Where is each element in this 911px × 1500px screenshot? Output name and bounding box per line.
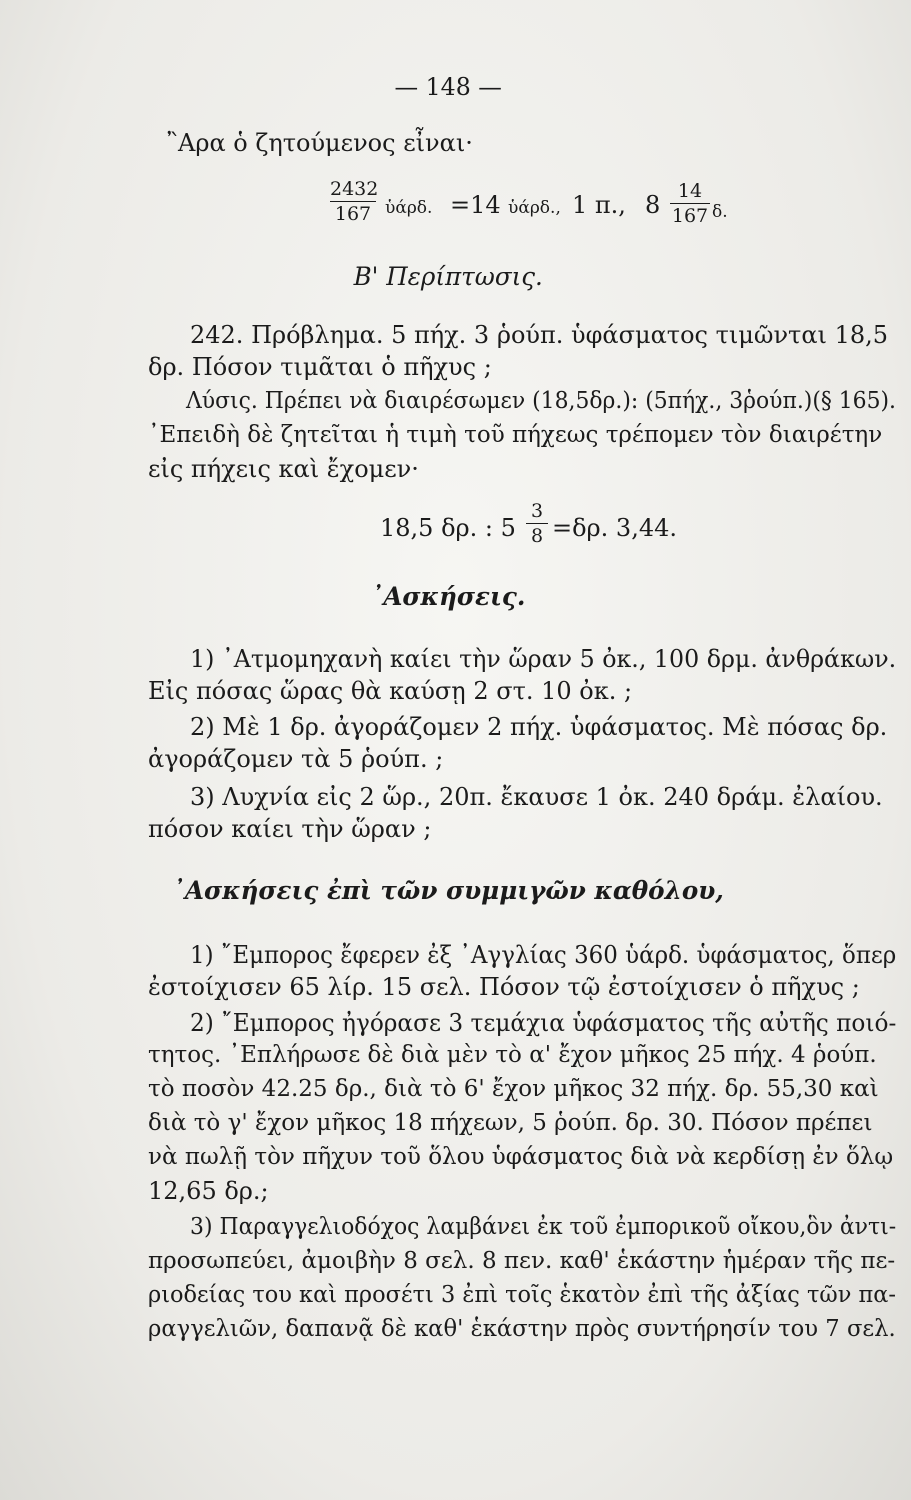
exercises-title: ᾿Ασκήσεις.	[371, 582, 526, 611]
palm-value: 1 π.,	[572, 191, 626, 219]
problem-line-5: εἰς πήχεις καὶ ἔχομεν·	[148, 455, 419, 483]
fraction-2432-167: 2432 167	[330, 178, 379, 225]
exercise-2-line-2: ἀγοράζομεν τὰ 5 ῥούπ. ;	[148, 745, 444, 773]
mixed-3-line-2: προσωπεύει, ἀμοιβὴν 8 σελ. 8 πεν. καθ' ἑκάστην ἡμέραν τῆς πε-	[148, 1248, 896, 1274]
mixed-2-line-3: τὸ ποσὸν 42.25 δρ., διὰ τὸ 6' ἔχον μῆκος 32 πήχ. δρ. 55,30 καὶ	[148, 1076, 879, 1102]
equals-14: =14	[450, 191, 501, 219]
problem-line-2: δρ. Πόσον τιμᾶται ὁ πῆχυς ;	[148, 353, 492, 381]
problem-line-1: 242. Πρόβλημα. 5 πήχ. 3 ῥούπ. ὑφάσματος τιμῶνται 18,5	[190, 321, 889, 349]
mixed-2-line-4: διὰ τὸ γ' ἔχον μῆκος 18 πήχεων, 5 ῥούπ. δρ. 30. Πόσον πρέπει	[148, 1110, 873, 1136]
mixed-exercises-title: ᾿Ασκήσεις ἐπὶ τῶν συμμιγῶν καθόλου,	[172, 876, 724, 905]
fraction-14-167: 14 167	[671, 180, 709, 227]
exercise-2-line-1: 2) Μὲ 1 δρ. ἀγοράζομεν 2 πήχ. ὑφάσματος. Μὲ πόσας δρ.	[190, 713, 888, 741]
solution-line: Λύσις. Πρέπει νὰ διαιρέσωμεν (18,5δρ.): (5πήχ., 3ῥούπ.)(§ 165).	[186, 388, 897, 414]
mixed-2-line-6: 12,65 δρ.;	[148, 1177, 269, 1205]
exercise-1-line-1: 1) ᾿Ατμομηχανὴ καίει τὴν ὥραν 5 ὀκ., 100 δρμ. ἀνθράκων.	[190, 645, 897, 673]
case-title: Β' Περίπτωσις.	[353, 262, 543, 291]
fraction-3-8: 3 8	[526, 500, 548, 547]
mixed-3-line-1: 3) Παραγγελιοδόχος λαμβάνει ἐκ τοῦ ἐμπορικοῦ οἴκου,ὃν ἀντι-	[190, 1214, 897, 1240]
exercise-1-line-2: Εἰς πόσας ὥρας θὰ καύσῃ 2 στ. 10 ὀκ. ;	[148, 677, 633, 705]
unit-yard-2: ὑάρδ.,	[508, 198, 561, 218]
mixed-2-line-1: 2) ῎Εμπορος ἠγόρασε 3 τεμάχια ὑφάσματος τῆς αὐτῆς ποιό-	[190, 1009, 897, 1037]
formula-2-left: 18,5 δρ. : 5	[380, 514, 516, 542]
mixed-3-line-4: ραγγελιῶν, δαπανᾷ δὲ καθ' ἑκάστην πρὸς συντήρησίν του 7 σελ.	[148, 1316, 896, 1342]
formula-2-right: =δρ. 3,44.	[552, 514, 677, 542]
problem-line-4: ᾿Επειδὴ δὲ ζητεῖται ἡ τιμὴ τοῦ πήχεως τρέπομεν τὸν διαιρέτην	[148, 422, 883, 448]
unit-yard: ὑάρδ.	[385, 198, 433, 218]
intro-line: ῍Αρα ὁ ζητούμενος εἶναι·	[166, 129, 473, 157]
page-number: — 148 —	[394, 73, 502, 101]
mixed-3-line-3: ριοδείας του καὶ προσέτι 3 ἐπὶ τοῖς ἑκατὸν ἐπὶ τῆς ἀξίας τῶν πα-	[148, 1282, 896, 1308]
unit-d: δ.	[712, 202, 728, 222]
mixed-1-line-1: 1) ῎Εμπορος ἔφερεν ἐξ ᾿Αγγλίας 360 ὑάρδ. ὑφάσματος, ὅπερ	[190, 941, 897, 969]
exercise-3-line-1: 3) Λυχνία εἰς 2 ὥρ., 20π. ἔκαυσε 1 ὀκ. 240 δράμ. ἐλαίου.	[190, 783, 883, 811]
mixed-2-line-5: νὰ πωλῇ τὸν πῆχυν τοῦ ὅλου ὑφάσματος διὰ νὰ κερδίσῃ ἐν ὅλῳ	[148, 1144, 894, 1170]
mixed-1-line-2: ἐστοίχισεν 65 λίρ. 15 σελ. Πόσον τῷ ἐστοίχισεν ὁ πῆχυς ;	[148, 973, 860, 1001]
exercise-3-line-2: πόσον καίει τὴν ὥραν ;	[148, 815, 432, 843]
whole-8: 8	[645, 191, 661, 219]
mixed-2-line-2: τητος. ᾿Επλήρωσε δὲ διὰ μὲν τὸ α' ἔχον μῆκος 25 πήχ. 4 ῥούπ.	[148, 1042, 877, 1068]
